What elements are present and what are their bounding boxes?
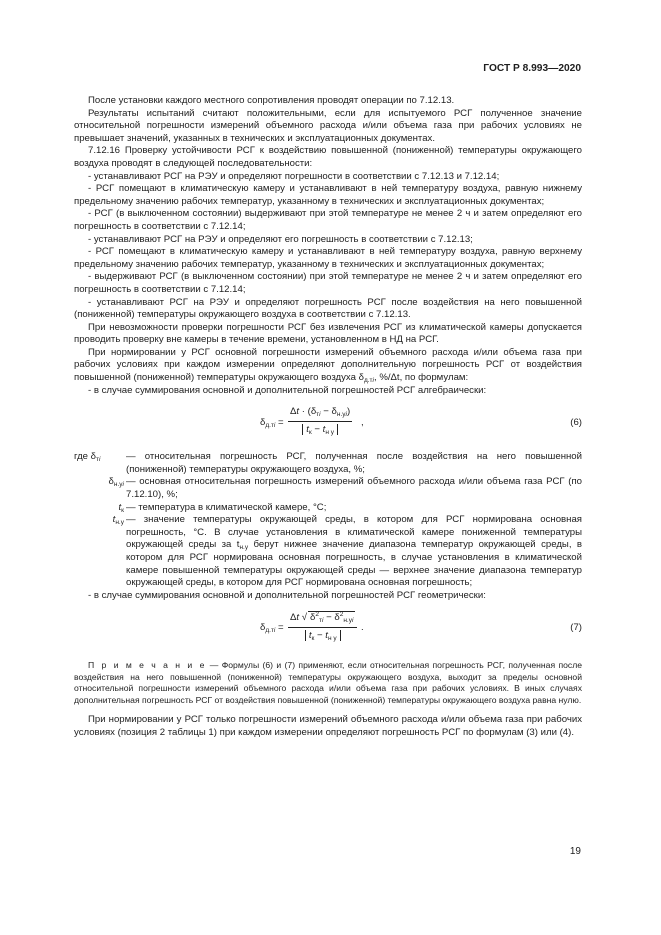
definition-item: $\delta_{н.уi}$ — основная относительная погрешность измерений объемного расхода и/или объема газа РСГ (по 7.12.10), %; <box>108 476 582 501</box>
step-item: - РСГ помещают в климатическую камеру и устанавливают в ней температуру воздуха, равную нижнему предельному значению рабочих температур, указанному в технических и эксплуатационных документах; <box>74 183 582 207</box>
paragraph: После установки каждого местного сопротивления проводят операции по 7.12.13. <box>88 95 455 106</box>
paragraph: При невозможности проверки погрешности РСГ без извлечения РСГ из климатической камеры допускается проводить проверку вне камеры в течение времени, установленном в НД на РСГ. <box>74 321 582 346</box>
step-item: - РСГ помещают в климатическую камеру и устанавливают в ней температуру воздуха, равную верхнему предельному значению рабочих температур, указанному в технических и эксплуатационных документах; <box>74 246 582 270</box>
formula-numerator: Δt √ $\delta^2_{тi} - \delta^2_{н.уi}$ <box>288 611 357 628</box>
note-label: П р и м е ч а н и е <box>88 660 207 671</box>
step-item: - в случае суммирования основной и дополнительной погрешностей РСГ алгебраически: <box>88 384 487 396</box>
note <box>74 660 582 706</box>
formula-lhs: $\delta_{д.тi}$ = <box>260 622 284 635</box>
formula-denominator: $t_к - t_{н у}$ <box>288 422 352 437</box>
formula-lhs: $\delta_{д.тi}$ = <box>260 417 284 430</box>
section-7-12-16: 7.12.16 Проверку устойчивости РСГ к воздействию повышенной (пониженной) температуры окружающего воздуха проводят в следующей последовательности: <box>74 145 582 169</box>
step-item: - РСГ (в выключенном состоянии) выдерживают при этой температуре не менее 2 ч и затем определяют его погрешность в соответствии с 7.12.14; <box>74 208 582 232</box>
paragraph-text: , %/Δt, по формулам: <box>373 372 469 384</box>
formula-numerator: $\Delta t \cdot (\delta_{тi} - \delta_{н.уi})$ <box>288 406 352 422</box>
paragraph-text: При нормировании у РСГ основной погрешности измерений объемного расхода и/или объема газа при рабочих условиях при каждом измерении определяют дополнительную погрешность РСГ от воздействия повышенной (пониженной) температуры окружающего воздуха <box>74 346 582 384</box>
formula-7: $\delta_{д.тi}$ = Δt √ $\delta^2_{тi} - \delta^2_{н.уi}$ $t_к - t_{н у}$ . (7) <box>260 611 582 642</box>
step-item: - устанавливают РСГ на РЭУ и определяют погрешность РСГ после воздействия на него повышенной (пониженной) температуры окружающего воздуха в соответствии с 7.12.13. <box>74 296 582 321</box>
definition-item: $t_{н.у}$ — значение температуры окружающей среды, в котором для РСГ нормирована основная погрешность, °С. В случае установления в климатической камере пониженной температуры окружающей среды за $t_{н.у}$ берут нижнее значение диапазона температур окружающей среды, в котором для РСГ нормирована основная погрешность, в случае установления в климатической камере повышенной температуры окружающей среды — верхнее значение диапазона температур окружающей среды, в котором для РСГ нормирована основная погрешность; <box>112 514 582 589</box>
formula-number: (6) <box>570 417 582 429</box>
page-content <box>74 95 582 739</box>
paragraph <box>74 347 582 385</box>
formula-denominator: $t_к - t_{н у}$ <box>288 628 357 643</box>
formula-number: (7) <box>570 622 582 634</box>
step-item: - устанавливают РСГ на РЭУ и определяют его погрешность в соответствии с 7.12.13; <box>88 233 473 245</box>
definitions-list <box>74 451 582 590</box>
paragraph: При нормировании у РСГ только погрешности измерений объемного расхода и/или объема газа при рабочих условиях (позиция 2 таблицы 1) при каждом измерении определяют погрешность РСГ по формулам (3) или (4). <box>74 714 582 738</box>
step-item: - в случае суммирования основной и дополнительной погрешностей РСГ геометрически: <box>88 589 486 601</box>
paragraph: Результаты испытаний считают положительными, если для испытуемого РСГ полученное значение относительной погрешности измерений объемного расхода и/или объема газа при рабочих условиях не превышает значений, указанных в технических и эксплуатационных документах. <box>74 107 582 144</box>
standard-header: ГОСТ Р 8.993—2020 <box>483 63 581 74</box>
note-text: — Формулы (6) и (7) применяют, если относительная погрешность РСГ, полученная после воздействия на него повышенной (пониженной) температуры окружающего воздуха, выходит за пределы основной относительной погрешности измерений объемного расхода и/или объема газа при рабочих условиях. В иных случаях дополнительная погрешность РСГ от воздействия повышенной (пониженной) температуры окружающего воздуха равна нулю. <box>74 660 583 705</box>
definition-item: $t_к$ — температура в климатической камере, °С; <box>118 501 327 514</box>
delta-symbol: $\delta_{д.тi}$ <box>358 372 374 385</box>
formula-fraction <box>288 406 352 436</box>
formula-fraction <box>288 611 357 642</box>
step-item: - устанавливают РСГ на РЭУ и определяют погрешности в соответствии с 7.12.13 и 7.12.14; <box>88 170 500 182</box>
definition-item: где $\delta_{тi}$ — относительная погрешность РСГ, полученная после воздействия на него повышенной (пониженной) температуры окружающего воздуха, %; <box>74 451 582 475</box>
step-item: - выдерживают РСГ (в выключенном состоянии) при этой температуре не менее 2 ч и затем определяют его погрешность в соответствии с 7.12.14; <box>74 271 582 295</box>
page-number: 19 <box>569 846 581 857</box>
formula-6: $\delta_{д.тi}$ = $\Delta t \cdot (\delta_{тi} - \delta_{н.уi})$ $t_к - t_{н у}$ , (6) <box>260 406 582 436</box>
